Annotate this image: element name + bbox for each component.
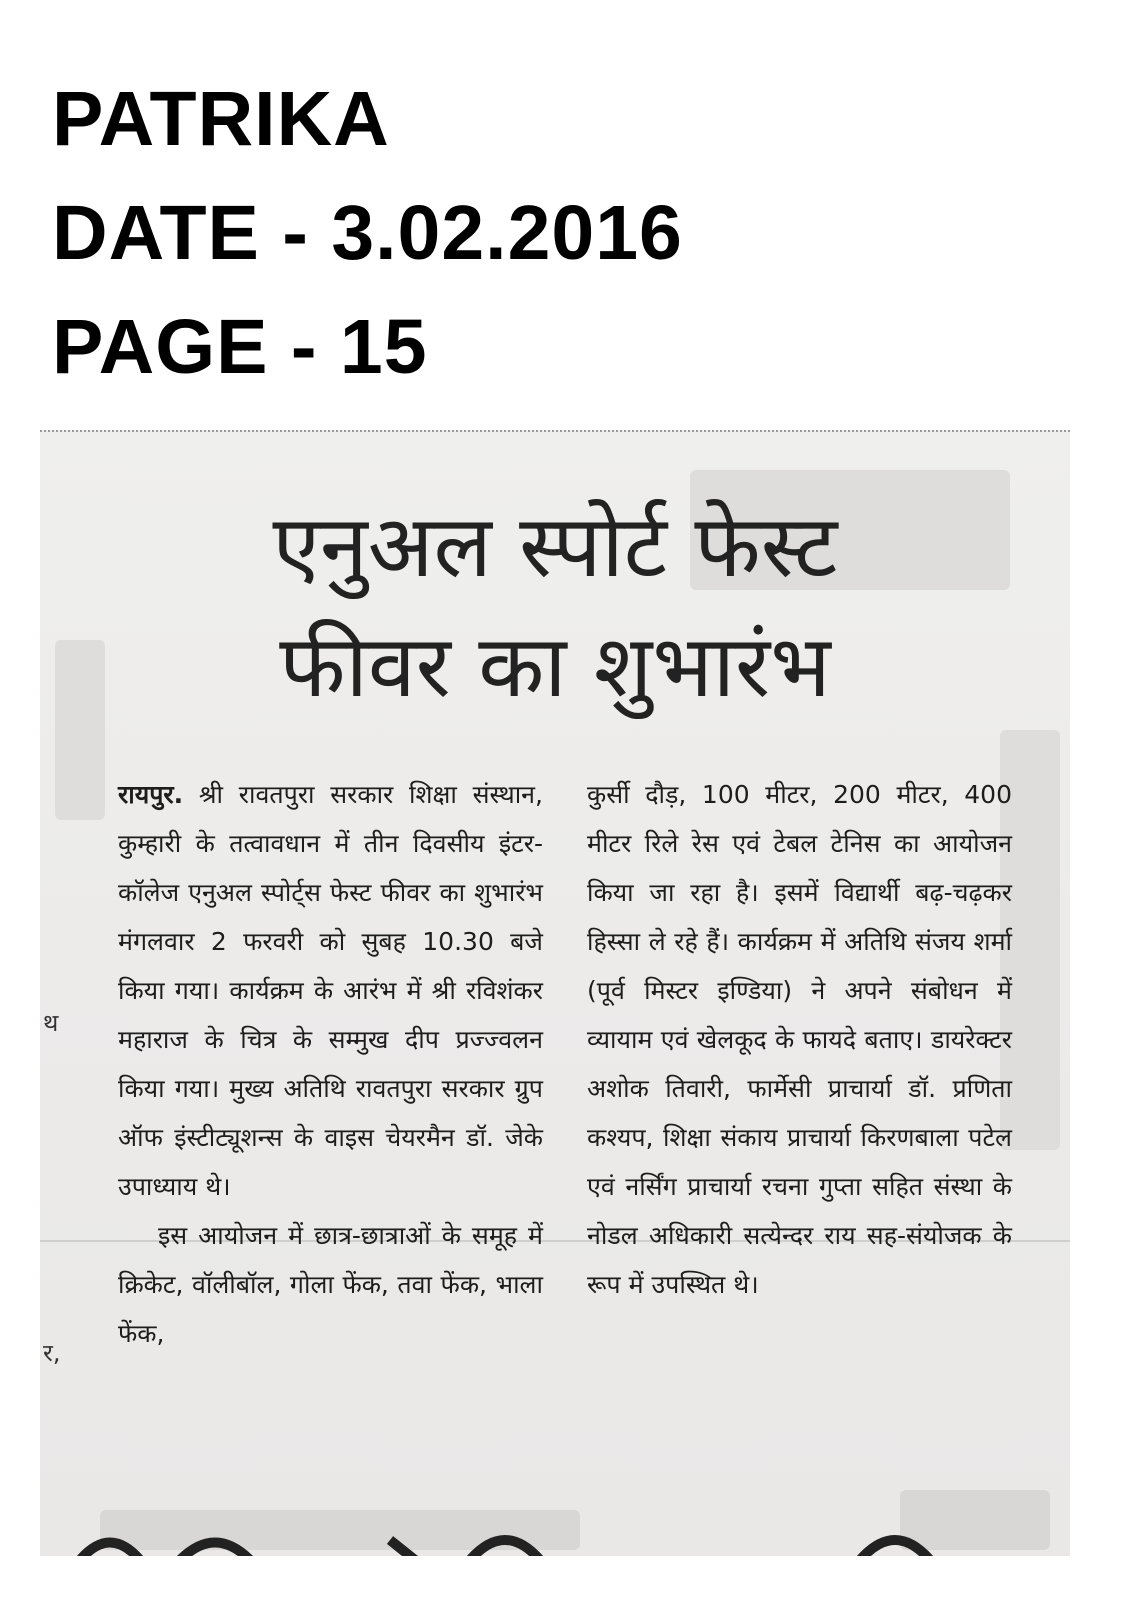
article-column-right — [587, 770, 1012, 1309]
article-paragraph-1-text: श्री रावतपुरा सरकार शिक्षा संस्थान, कुम्हारी के तत्वावधान में तीन दिवसीय इंटर-कॉलेज एनुअल स्पोर्ट्स फेस्ट फीवर का शुभारंभ मंगलवार 2 फरवरी को सुबह 10.30 बजे किया गया। कार्यक्रम के आरंभ में श्री रविशंकर महाराज के चित्र के सम्मुख दीप प्रज्ज्वलन किया गया। मुख्य अतिथि रावतपुरा सरकार ग्रुप ऑफ इंस्टीट्यूशन्स के वाइस चेयरमैन डॉ. जेके उपाध्याय थे। — [118, 780, 543, 1201]
publication-date: DATE - 3.02.2016 — [52, 190, 683, 276]
article-headline-line-1: एनुअल स्पोर्ट फेस्ट — [272, 497, 838, 597]
adjacent-column-fragment: थ — [43, 1009, 59, 1037]
newspaper-name: PATRIKA — [52, 76, 390, 162]
adjacent-column-fragment: र, — [43, 1339, 61, 1367]
clipping-caption — [52, 62, 683, 404]
next-article-headline-fragment — [40, 1520, 1070, 1556]
article-headline-line-2: फीवर का शुभारंभ — [279, 617, 831, 717]
article-paragraph-1 — [118, 770, 543, 1211]
newspaper-clipping — [40, 430, 1070, 1556]
article-dateline: रायपुर. — [118, 780, 184, 809]
page-number: PAGE - 15 — [52, 304, 428, 390]
article-paragraph-2: इस आयोजन में छात्र-छात्राओं के समूह में क्रिकेट, वॉलीबॉल, गोला फेंक, तवा फेंक, भाला फेंक, — [118, 1221, 543, 1348]
article-column-left — [118, 770, 543, 1358]
clipping-top-edge — [40, 430, 1070, 442]
article-paragraph-3: कुर्सी दौड़, 100 मीटर, 200 मीटर, 400 मीटर रिले रेस एवं टेबल टेनिस का आयोजन किया जा रहा है। इसमें विद्यार्थी बढ़-चढ़कर हिस्सा ले रहे हैं। कार्यक्रम में अतिथि संजय शर्मा (पूर्व मिस्टर इण्डिया) ने अपने संबोधन में व्यायाम एवं खेलकूद के फायदे बताए। डायरेक्टर अशोक तिवारी, फार्मेसी प्राचार्या डॉ. प्रणिता कश्यप, शिक्षा संकाय प्राचार्या किरणबाला पटेल एवं नर्सिंग प्राचार्या रचना गुप्ता सहित संस्था के नोडल अधिकारी सत्येन्दर राय सह-संयोजक के रूप में उपस्थित थे। — [587, 780, 1012, 1299]
